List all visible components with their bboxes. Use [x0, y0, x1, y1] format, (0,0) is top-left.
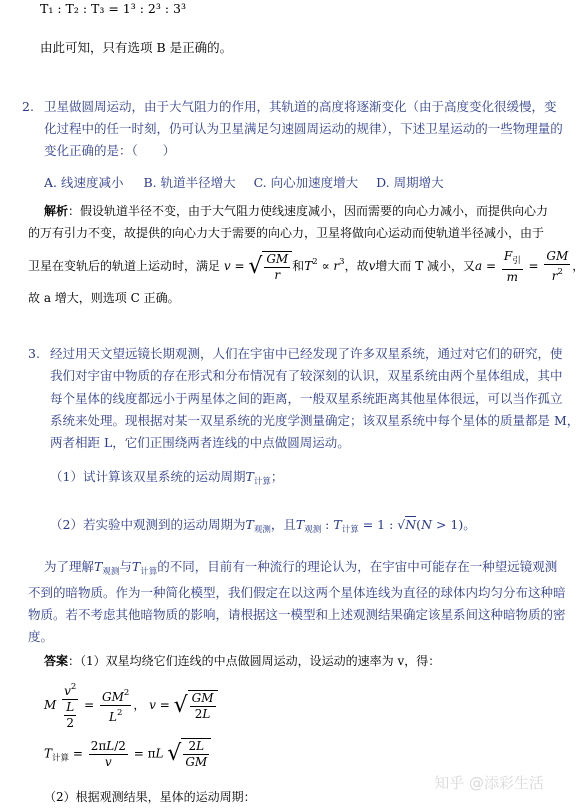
option-c: C. 向心加速度增大 [253, 175, 359, 190]
note-text-c: 的不同，目前有一种流行的理论认为，在宇宙中可能存在一种望远镜观测 [157, 559, 558, 574]
q3-note-line3: 物质。若不考虑其他暗物质的影响，请根据这一模型和上述观测结果确定该星系间这种暗物质的密 [28, 607, 566, 622]
conclusion-text: 由此可知，只有选项 B 是正确的。 [40, 40, 233, 55]
period-ratio-formula [40, 0, 186, 20]
part1-text: （1）试计算该双星系统的运动周期 [50, 469, 246, 484]
q3-note-line4: 度。 [28, 629, 54, 644]
analysis-label: 解析 [44, 204, 69, 218]
q2-analysis-line4: 故 a 增大，则选项 C 正确。 [28, 291, 180, 305]
q2-analysis-line2: 的万有引力不变，故提供的向心力大于需要的向心力，卫星将做向心运动而使轨道半径减小，由于 [28, 226, 545, 240]
analysis-text-3c: ，故 [344, 259, 369, 273]
q3-stem-line3: 每个星体的线度都远小于两星体之间的距离，一般双星系统距离其他星体很远，可以当作孤立 [50, 391, 563, 406]
q3-stem-line4: 系统来处理。现根据对某一双星系统的光度学测量确定；该双星系统中每个星体的质量都是 M， [50, 413, 580, 428]
note-text-a: 为了理解 [44, 559, 95, 574]
note-text-b: 与 [119, 559, 132, 574]
q3-note-line2: 不到的暗物质。作为一种简化模型，我们假定在以这两个星体连线为直径的球体内均匀分布这种暗 [28, 585, 566, 600]
option-a: A. 线速度减小 [44, 175, 124, 190]
q3-stem-line1: 经过用天文望远镜长期观测，人们在宇宙中已经发现了许多双星系统，通过对它们的研究，使 [50, 346, 563, 361]
q3-part1: （1）试计算该双星系统的运动周期$T_{计算}$； [50, 469, 284, 487]
analysis-text-3d: 增大而 T 减小，又 [375, 259, 476, 273]
velocity-formula: √ $\frac{GM}{r}$ [248, 251, 292, 283]
option-b: B. 轨道半径增大 [143, 175, 236, 190]
period-ratio-text: T₁ : T₂ : T₃ = 1³ : 2³ : 3³ [40, 1, 186, 16]
q3-stem-line5: 两者相距 L，它们正围绕两者连线的中点做圆周运动。 [50, 435, 350, 450]
q3-answer-part2: （2）根据观测结果，星体的运动周期： [44, 790, 256, 804]
q2-options [44, 172, 444, 194]
q2-analysis-line1 [44, 200, 548, 222]
q3-stem-line2: 我们对宇宙中物质的存在形式和分布情况有了较深刻的认识，双星系统由两个星体组成，其中 [50, 368, 563, 383]
period-formula: $T_{计算}$ = $\frac{2\pi L/2}{v}$ = πL √ $\frac{2L}{GM}$ [44, 738, 211, 770]
analysis-text-1: ：假设轨道半径不变，由于大气阻力使线速度减小，因而需要的向心力减小，而提供向心力 [68, 204, 549, 218]
q2-analysis-line3: 卫星在变轨后的轨道上运动时，满足 v = √ $\frac{GM}{r}$ 和$T^2 \propto r^3$，故v增大而 T 减小，又a = $\frac{F_引}{m}$ = $\frac{GM}{r^2}$ ， [28, 248, 584, 284]
centripetal-formula: M $\frac{v^2}{\frac{L}{2}}$ = $\frac{GM^2}{L^2}$ ， v = √ $\frac{GM}{2L}$ [44, 680, 218, 731]
analysis-text-3b: 和 [292, 259, 305, 273]
acceleration-formula: $\frac{F_引}{m}$ [503, 248, 521, 284]
analysis-text-3e: ， [572, 259, 584, 273]
q3-note-line1: 为了理解$T_{观测}$与$T_{计算}$的不同，目前有一种流行的理论认为，在宇宙中可能存在一种望远镜观测 [44, 559, 558, 577]
q2-stem-line3: 变化正确的是：（ ） [44, 143, 176, 158]
q2-stem-line2: 化过程中的任一时刻，仍可认为卫星满足匀速圆周运动的规律），下述卫星运动的一些物理量的 [44, 121, 563, 136]
watermark: 知乎 @添彩生活 [434, 774, 544, 792]
q3-number: 3. [28, 346, 40, 361]
q2-number: 2. [22, 99, 34, 114]
part2-text-b: ，且 [270, 517, 296, 532]
q2-stem-line1: 卫星做圆周运动，由于大气阻力的作用，其轨道的高度将逐渐变化（由于高度变化很缓慢，变 [44, 99, 557, 114]
q3-part2: （2）若实验中观测到的运动周期为$T_{观测}$，且$T_{观测}$ : $T_{计算} = 1$ : √N(N > 1)。 [50, 517, 476, 535]
option-d: D. 周期增大 [376, 175, 444, 190]
q3-answer-line1 [44, 650, 440, 672]
answer-text-1: ：（1）双星均绕它们连线的中点做圆周运动，设运动的速率为 v，得： [68, 654, 441, 668]
part2-text-a: （2）若实验中观测到的运动周期为 [50, 517, 246, 532]
answer-label: 答案 [44, 654, 69, 668]
analysis-text-3a: 卫星在变轨后的轨道上运动时，满足 [28, 259, 221, 273]
